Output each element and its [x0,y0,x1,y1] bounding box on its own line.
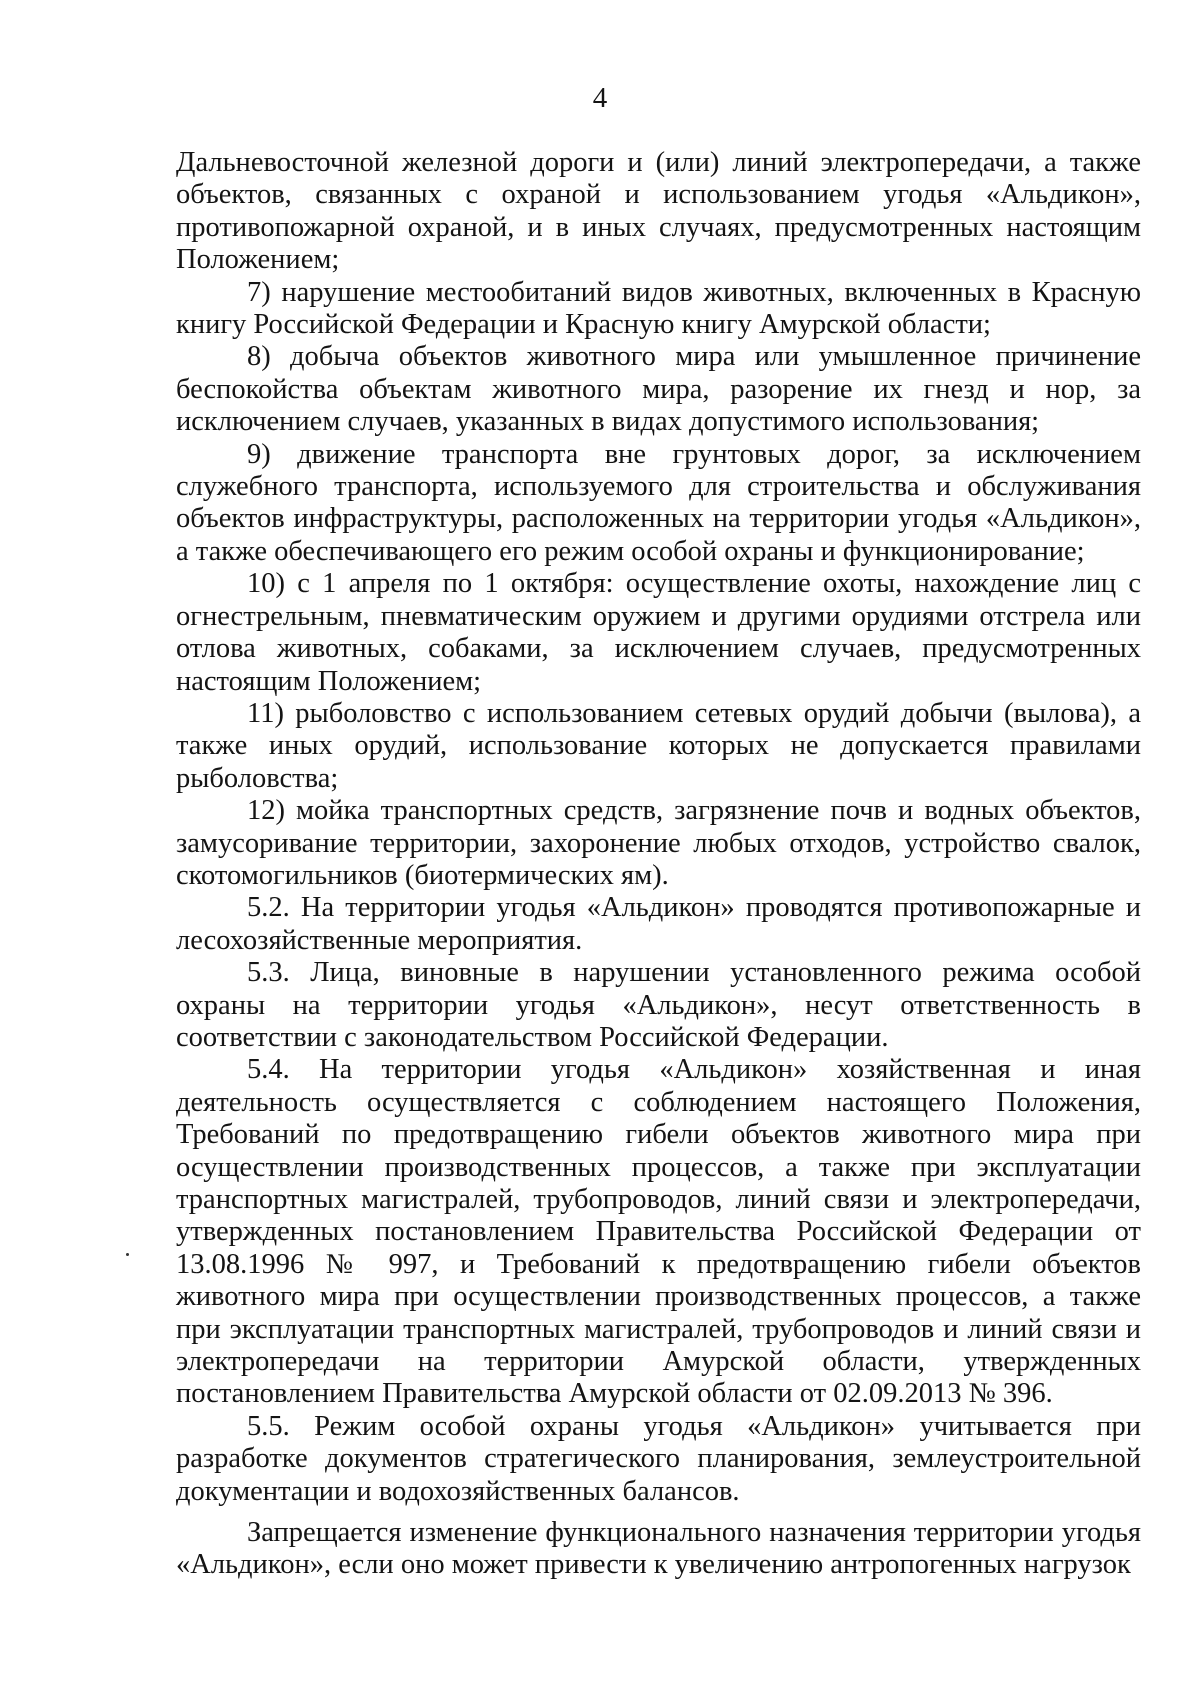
paragraph-5-3: 5.3. Лица, виновные в нарушении установленного режима особой охраны на территории угодья «Альдикон», несут ответственность в соответствии с законодательством Российской Федерации. [176,957,1141,1053]
paragraph-item-10: 10) с 1 апреля по 1 октября: осуществление охоты, нахождение лиц с огнестрельным, пневматическим оружием и другими орудиями отстрела или отлова животных, собаками, за исключением случаев, предусмотренных настоящим Положением; [176,568,1141,697]
paragraph-item-7: 7) нарушение местообитаний видов животных, включенных в Красную книгу Российской Федерации и Красную книгу Амурской области; [176,276,1141,341]
document-body [176,147,1141,1582]
paragraph-item-12: 12) мойка транспортных средств, загрязнение почв и водных объектов, замусоривание территории, захоронение любых отходов, устройство свалок, скотомогильников (биотермических ям). [176,795,1141,891]
paragraph-5-5: 5.5. Режим особой охраны угодья «Альдикон» учитывается при разработке документов стратегического планирования, землеустроительной документации и водохозяйственных балансов. [176,1410,1141,1507]
scan-dot-mark [126,1253,129,1256]
paragraph-item-8: 8) добыча объектов животного мира или умышленное причинение беспокойства объектам животного мира, разорение их гнезд и нор, за исключением случаев, указанных в видах допустимого использования; [176,341,1141,438]
paragraph-5-2: 5.2. На территории угодья «Альдикон» проводятся противопожарные и лесохозяйственные мероприятия. [176,892,1141,956]
paragraph-continuation: Дальневосточной железной дороги и (или) линий электропередачи, а также объектов, связанных с охраной и использованием угодья «Альдикон», противопожарной охраной, и в иных случаях, предусмотренных настоящим Положением; [176,147,1141,276]
paragraph-item-9: 9) движение транспорта вне грунтовых дорог, за исключением служебного транспорта, используемого для строительства и обслуживания объектов инфраструктуры, расположенных на территории угодья «Альдикон», а также обеспечивающего его режим особой охраны и функционирование; [176,438,1141,567]
paragraph-prohibition: Запрещается изменение функционального назначения территории угодья «Альдикон», если оно может привести к увеличению антропогенных нагрузок [176,1517,1141,1581]
page-number: 4 [592,82,608,114]
paragraph-5-4: 5.4. На территории угодья «Альдикон» хозяйственная и иная деятельность осуществляется с соблюдением настоящего Положения, Требований по предотвращению гибели объектов животного мира при осуществлении производственных процессов, а также при эксплуатации транспортных магистралей, трубопроводов, линий связи и электропередачи, утвержденных постановлением Правительства Российской Федерации от 13.08.1996 № 997, и Требований к предотвращению гибели объектов животного мира при осуществлении производственных процессов, а также при эксплуатации транспортных магистралей, трубопроводов и линий связи и электропередачи на территории Амурской области, утвержденных постановлением Правительства Амурской области от 02.09.2013 № 396. [176,1054,1141,1410]
paragraph-item-11: 11) рыболовство с использованием сетевых орудий добычи (вылова), а также иных орудий, использование которых не допускается правилами рыболовства; [176,697,1141,794]
